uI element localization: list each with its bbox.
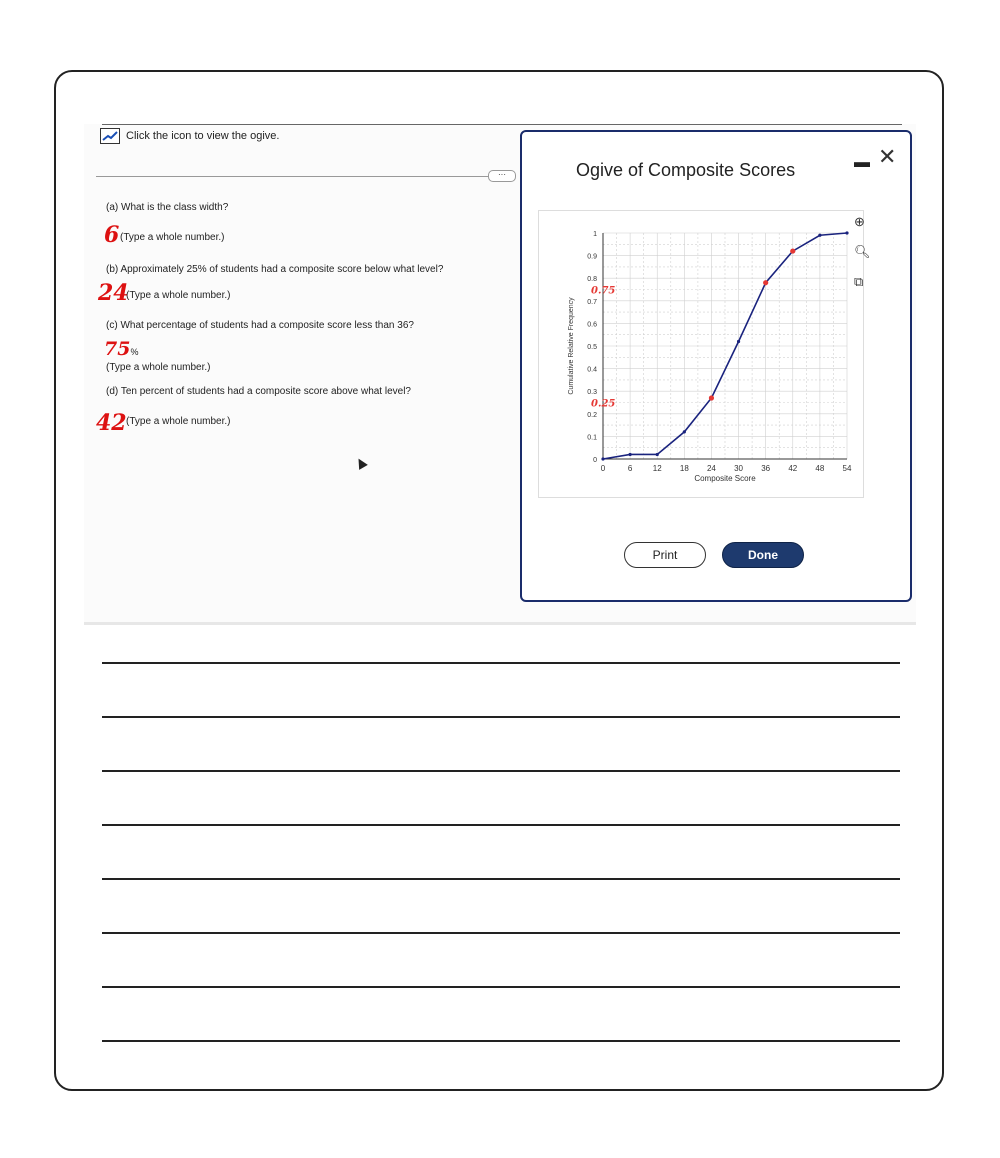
x-tick-label: 54: [842, 464, 852, 473]
notebook-line: [102, 1040, 900, 1042]
x-tick-label: 0: [600, 464, 606, 473]
top-divider: [102, 124, 902, 125]
note-d: (Type a whole number.): [126, 416, 231, 427]
y-tick-label: 0.7: [587, 298, 597, 306]
ogive-point: [656, 453, 659, 456]
answer-a[interactable]: 6: [104, 222, 120, 248]
y-tick-label: 0.6: [587, 321, 597, 329]
note-a: (Type a whole number.): [120, 232, 225, 243]
ogive-point: [818, 234, 821, 237]
zoom-out-icon[interactable]: 🔍︎: [854, 244, 871, 259]
more-icon[interactable]: ···: [488, 170, 516, 182]
dialog-title: Ogive of Composite Scores: [576, 160, 796, 180]
y-tick-label: 0.4: [587, 366, 597, 374]
y-tick-label: 0: [593, 457, 597, 464]
y-tick-label: 0.8: [587, 276, 597, 284]
x-tick-label: 36: [761, 464, 771, 473]
x-axis-label: Composite Score: [694, 474, 756, 483]
question-c: (c) What percentage of students had a composite score less than 36?: [106, 320, 414, 331]
percent-suffix: %: [130, 347, 139, 357]
minimize-icon[interactable]: ▬: [854, 154, 870, 171]
close-icon[interactable]: ✕: [878, 144, 897, 169]
zoom-in-icon[interactable]: ⊕: [854, 214, 865, 229]
ogive-chart: [539, 211, 863, 497]
x-tick-label: 12: [652, 464, 662, 473]
x-tick-label: 30: [734, 464, 744, 473]
ogive-dialog: [520, 130, 912, 602]
highlight-point: [763, 280, 768, 285]
highlight-point: [709, 395, 714, 400]
y-tick-label: 0.1: [587, 434, 597, 442]
annotation-label: 0.75: [591, 285, 616, 297]
highlight-point: [790, 248, 795, 253]
answer-c-wrap[interactable]: [104, 338, 138, 360]
y-tick-label: 0.9: [587, 253, 597, 261]
answer-c[interactable]: 75: [104, 338, 131, 360]
answer-b[interactable]: 24: [98, 280, 129, 306]
question-a: (a) What is the class width?: [106, 202, 229, 213]
chart-icon[interactable]: [100, 128, 120, 144]
ogive-point: [601, 457, 604, 460]
chart-container: [538, 210, 864, 498]
x-tick-label: 24: [706, 464, 716, 473]
section-divider: [96, 176, 494, 177]
notebook-line: [102, 770, 900, 772]
notebook-line: [102, 932, 900, 934]
note-c: (Type a whole number.): [106, 362, 211, 373]
y-tick-label: 0.2: [587, 411, 597, 419]
pop-out-icon[interactable]: ⧉: [854, 274, 864, 289]
ogive-point: [845, 231, 848, 234]
notebook-line: [102, 662, 900, 664]
y-tick-label: 0.5: [587, 344, 597, 351]
x-tick-label: 18: [679, 464, 689, 473]
question-d: (d) Ten percent of students had a composite score above what level?: [106, 386, 411, 397]
question-b: (b) Approximately 25% of students had a composite score below what level?: [106, 264, 444, 275]
x-tick-label: 42: [788, 464, 798, 473]
notebook-line: [102, 716, 900, 718]
note-b: (Type a whole number.): [126, 290, 231, 301]
ogive-point: [683, 430, 686, 433]
ogive-point: [737, 340, 740, 343]
annotation-label: 0.25: [591, 398, 616, 410]
x-tick-label: 6: [627, 464, 633, 473]
y-axis-label: Cumulative Relative Frequency: [568, 297, 575, 395]
notebook-line: [102, 824, 900, 826]
x-tick-label: 48: [815, 464, 825, 473]
ogive-hint[interactable]: [100, 128, 279, 144]
notebook-line: [102, 878, 900, 880]
hint-text: Click the icon to view the ogive.: [126, 130, 280, 142]
y-tick-label: 0.3: [587, 389, 597, 397]
ogive-point: [629, 453, 632, 456]
y-tick-label: 1: [593, 231, 597, 238]
notebook-line: [102, 986, 900, 988]
print-button[interactable]: Print: [624, 542, 706, 568]
answer-d[interactable]: 42: [96, 410, 127, 436]
done-button[interactable]: Done: [722, 542, 804, 568]
